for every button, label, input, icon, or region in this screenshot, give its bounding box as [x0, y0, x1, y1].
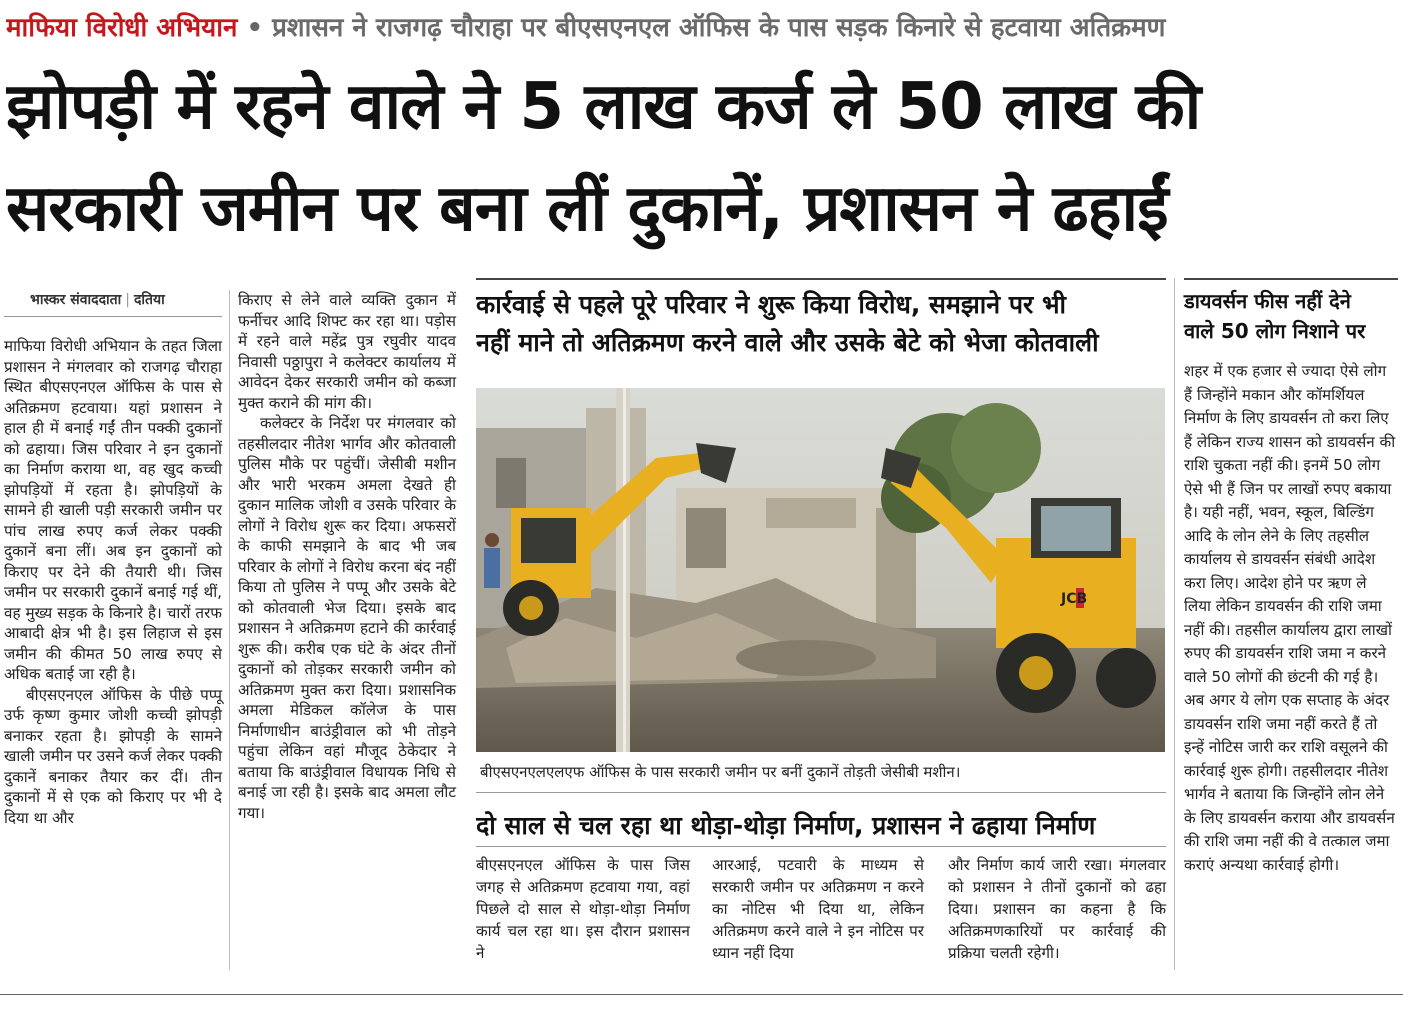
sub-column-3-text: और निर्माण कार्य जारी रखा। मंगलवार को प्रशासन ने तीनों दुकानों को ढहा दिया। प्रशासन का कहना है कि अतिक्रमणकारियों पर कार्रवाई की प्रक्रिया चलती रहेगी। [948, 856, 1166, 962]
sub-headline: दो साल से चल रहा था थोड़ा-थोड़ा निर्माण, प्रशासन ने ढहाया निर्माण [476, 811, 1096, 840]
side-column-divider [1174, 278, 1175, 970]
headline-line-2: सरकारी जमीन पर बना लीं दुकानें, प्रशासन ने ढहाईं [6, 172, 1168, 246]
sidebar-text [1184, 360, 1396, 877]
page-bottom-rule [0, 994, 1403, 995]
byline-reporter: भास्कर संवाददाता [30, 292, 122, 308]
sidebar-headline-line-2: वाले 50 लोग निशाने पर [1184, 319, 1366, 343]
article-column-1 [4, 336, 222, 828]
col2-paragraph-2: कलेक्टर के निर्देश पर मंगलवार को तहसीलदार नीतेश भार्गव और कोतवाली पुलिस मौके पर पहुंचीं। जेसीबी मशीन और भारी भरकम अमला देखते ही दुकान मालिक जोशी व उसके परिवार के लोगों ने विरोध शुरू कर दिया। अफसरों के काफी समझाने के बाद भी जब परिवार के लोगों ने विरोध करना बंद नहीं किया तो पुलिस ने पप्पू और उसके बेटे को कोतवाली भेज दिया। इसके बाद प्रशासन ने अतिक्रमण हटाने की कार्रवाई शुरू की। करीब एक घंटे के अंदर तीनों दुकानों को तोड़कर सरकारी जमीन को अतिक्रमण मुक्त करा दिया। प्रशासनिक अमला मेडिकल कॉलेज के पास निर्माणाधीन बाउंड्रीवाल को भी तोड़ने पहुंचा लेकिन वहां मौजूद ठेकेदार ने बताया कि बाउंड्रीवाल विधायक निधि से बनाई जा रही है। इसके बाद अमला लौट गया। [238, 414, 456, 822]
photo-story-headline-line-2: नहीं माने तो अतिक्रमण करने वाले और उसके बेटे को भेजा कोतवाली [476, 328, 1099, 357]
sub-column-2-text: आरआई, पटवारी के माध्यम से सरकारी जमीन पर अतिक्रमण न करने का नोटिस भी दिया था, लेकिन अतिक्रमण करने वाले ने इन नोटिस पर ध्यान नहीं दिया [712, 856, 924, 962]
photo-story-headline [476, 286, 1166, 362]
kicker-tag: माफिया विरोधी अभियान [6, 13, 238, 43]
sub-column-1 [476, 854, 690, 964]
caption-rule [476, 792, 1166, 793]
photo-caption: बीएसएनएलएलएफ ऑफिस के पास सरकारी जमीन पर बनीं दुकानें तोड़ती जेसीबी मशीन। [480, 763, 961, 781]
headline-line-1: झोपड़ी में रहने वाले ने 5 लाख कर्ज ले 50 लाख की [6, 70, 1201, 144]
column-divider [229, 290, 230, 970]
sub-headline-rule [476, 846, 1166, 847]
article-column-2 [238, 290, 456, 823]
byline [30, 290, 165, 309]
col1-paragraph-1: माफिया विरोधी अभियान के तहत जिला प्रशासन ने मंगलवार को राजगढ़ चौराहा स्थित बीएसएनएल ऑफिस के पास से अतिक्रमण हटवाया। यहां प्रशासन ने हाल ही में बनाई गईं तीन पक्की दुकानों को ढहाया। जिस परिवार ने इन दुकानों का निर्माण कराया था, वह खुद कच्ची झोपड़ियों में रहता है। झोपड़ियों के सामने ही खाली पड़ी सरकारी जमीन पर पांच लाख रुपए कर्ज लेकर पक्की दुकानें बना लीं। अब इन दुकानों को किराए पर देने की तैयारी थी। जिस जमीन पर सरकारी दुकानें बनाई गई थीं, वह मुख्य सड़क के किनारे है। चारों तरफ आबादी क्षेत्र भी है। इस लिहाज से इस जमीन की कीमत 50 लाख रुपए से अधिक बताई जा रही है। [4, 337, 222, 683]
jcb-logo: JCB [1061, 591, 1088, 607]
byline-place: दतिया [133, 292, 165, 308]
kicker-bullet: • [246, 13, 264, 43]
kicker [6, 8, 1398, 48]
photo-story-headline-line-1: कार्रवाई से पहले पूरे परिवार ने शुरू किया विरोध, समझाने पर भी [476, 290, 1067, 319]
col1-paragraph-2: बीएसएनएल ऑफिस के पीछे पप्पू उर्फ कृष्ण कुमार जोशी कच्ची झोपड़ी बनाकर रहता है। झोपड़ी के सामने खाली जमीन पर उसने कर्ज लेकर पक्की दुकानें बनाकर तैयार कर दीं। तीन दुकानों में से एक को किराए पर भी दे दिया था और [4, 685, 222, 827]
byline-rule [4, 316, 222, 317]
sidebar-paragraph: शहर में एक हजार से ज्यादा ऐसे लोग हैं जिन्होंने मकान और कॉमर्शियल निर्माण के लिए डायवर्सन तो करा लिए हैं लेकिन राज्य शासन को डायवर्सन की राशि चुकता नहीं की। इनमें 50 लोग ऐसे भी हैं जिन पर लाखों रुपए बकाया है। यही नहीं, भवन, स्कूल, बिल्डिंग आदि के लोन लेने के लिए तहसील कार्यालय से डायवर्सन संबंधी आदेश करा लिए। आदेश होने पर ऋण ले लिया लेकिन डायवर्सन की राशि जमा नहीं की। तहसील कार्यालय द्वारा लाखों रुपए की डायवर्सन राशि जमा न करने वाले 50 लोगों की छंटनी की गई है। अब अगर ये लोग एक सप्ताह के अंदर डायवर्सन राशि जमा नहीं करते हैं तो इन्हें नोटिस जारी कर राशि वसूलने की कार्रवाई शुरू होगी। तहसीलदार नीतेश भार्गव ने बताया कि जिन्होंने लोन लेने के लिए डायवर्सन कराया और डायवर्सन की राशि जमा नहीं की वे तत्काल जमा कराएं अन्यथा कार्रवाई होगी। [1184, 362, 1396, 874]
col2-paragraph-1: किराए से लेने वाले व्यक्ति दुकान में फर्नीचर आदि शिफ्ट कर रहा था। पड़ोस में रहने वाले महेंद्र पुत्र रघुवीर यादव निवासी पठ्ठापुरा ने कलेक्टर कार्यालय में आवेदन देकर सरकारी जमीन को कब्जा मुक्त कराने की मांग की। [238, 291, 456, 412]
byline-separator: | [125, 292, 130, 308]
sub-column-3 [948, 854, 1166, 964]
sidebar-headline-line-1: डायवर्सन फीस नहीं देने [1184, 289, 1351, 313]
sub-column-2 [712, 854, 924, 964]
demolition-photo [476, 388, 1165, 752]
headline [6, 56, 1398, 260]
sidebar-headline [1184, 286, 1396, 346]
demolition-photo-image [476, 388, 1165, 752]
sub-column-1-text: बीएसएनएल ऑफिस के पास जिस जगह से अतिक्रमण हटवाया गया, वहां पिछले दो साल से थोड़ा-थोड़ा निर्माण कार्य चल रहा था। इस दौरान प्रशासन ने [476, 856, 690, 962]
middle-top-rule [476, 278, 1166, 280]
kicker-text: प्रशासन ने राजगढ़ चौराहा पर बीएसएनएल ऑफिस के पास सड़क किनारे से हटवाया अतिक्रमण [272, 13, 1166, 43]
side-top-rule [1184, 278, 1398, 280]
